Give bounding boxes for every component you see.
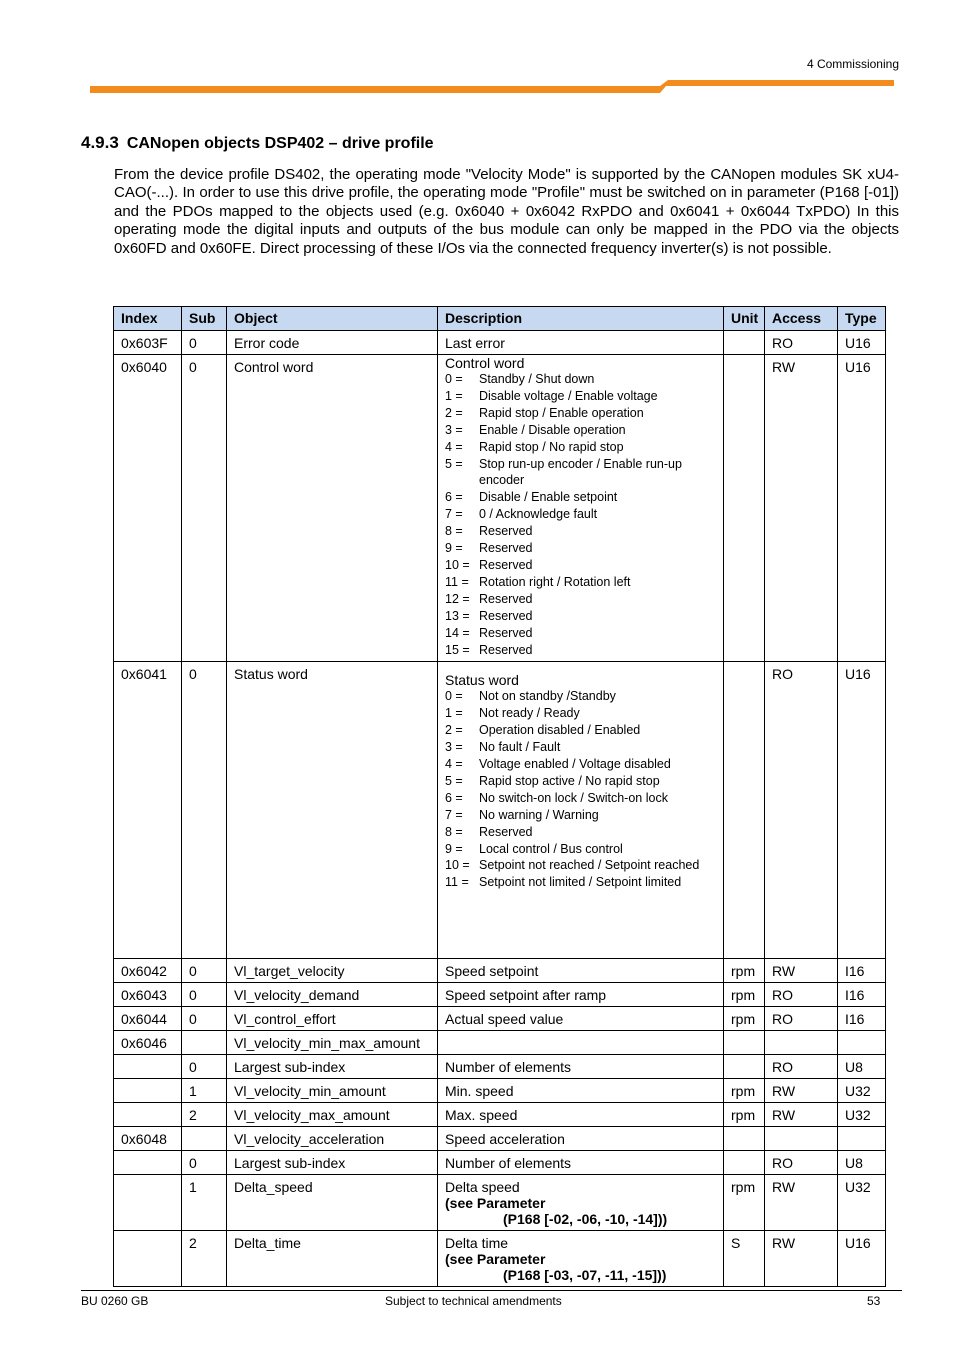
cell-access xyxy=(765,1127,838,1151)
table-row xyxy=(114,1175,886,1231)
bit-meaning: Disable / Enable setpoint xyxy=(479,490,618,505)
cell-index xyxy=(114,1175,182,1231)
bit-item xyxy=(445,722,716,739)
table-row xyxy=(114,1007,886,1031)
section-heading xyxy=(81,133,434,153)
bit-meaning: Rotation right / Rotation left xyxy=(479,574,631,589)
cell-index xyxy=(114,1151,182,1175)
cell-description: Number of elements xyxy=(438,1055,724,1079)
bit-number: 8 = xyxy=(445,524,463,539)
bit-item xyxy=(445,574,716,591)
bit-meaning: Reserved xyxy=(479,524,533,539)
cell-index: 0x6041 xyxy=(114,662,182,959)
cell-unit xyxy=(724,1151,765,1175)
description-title: Status word xyxy=(445,672,519,689)
cell-index xyxy=(114,1079,182,1103)
cell-index: 0x603F xyxy=(114,331,182,355)
col-header-description: Description xyxy=(438,307,724,331)
description-title: Delta speed xyxy=(445,1179,520,1196)
cell-index: 0x6043 xyxy=(114,983,182,1007)
bit-number: 11 = xyxy=(445,875,469,890)
cell-object: Control word xyxy=(227,355,438,662)
cell-type: I16 xyxy=(838,983,886,1007)
cell-description xyxy=(438,1231,724,1287)
cell-type: U32 xyxy=(838,1079,886,1103)
bit-meaning: Reserved xyxy=(479,608,533,623)
footer-note: Subject to technical amendments xyxy=(385,1294,562,1308)
bit-item xyxy=(445,688,716,705)
cell-unit xyxy=(724,1127,765,1151)
table-row xyxy=(114,1055,886,1079)
bit-meaning: Stop run-up encoder / Enable run-up encoder xyxy=(479,456,682,488)
table-row xyxy=(114,1231,886,1287)
cell-index: 0x6044 xyxy=(114,1007,182,1031)
bit-item xyxy=(445,739,716,756)
cell-access: RW xyxy=(765,1103,838,1127)
cell-unit: rpm xyxy=(724,1103,765,1127)
bit-meaning: Setpoint not limited / Setpoint limited xyxy=(479,875,682,890)
bit-meaning: Disable voltage / Enable voltage xyxy=(479,388,658,403)
col-header-type: Type xyxy=(838,307,886,331)
cell-type: U16 xyxy=(838,331,886,355)
section-title: CANopen objects DSP402 – drive profile xyxy=(126,135,434,152)
bit-item xyxy=(445,790,716,807)
bit-number: 4 = xyxy=(445,439,463,454)
description-title: Delta time xyxy=(445,1235,509,1252)
bit-number: 0 = xyxy=(445,689,463,704)
table-row xyxy=(114,331,886,355)
bit-meaning: No warning / Warning xyxy=(479,807,599,822)
bit-number: 2 = xyxy=(445,723,463,738)
bit-item xyxy=(445,439,716,456)
bit-number: 6 = xyxy=(445,790,463,805)
table-row xyxy=(114,983,886,1007)
bit-item xyxy=(445,523,716,540)
bit-item xyxy=(445,625,716,642)
bit-meaning: Reserved xyxy=(479,824,533,839)
parameter-reference-detail: (P168 [-02, -06, -10, -14])) xyxy=(503,1211,668,1228)
cell-sub: 1 xyxy=(182,1175,227,1231)
table-row xyxy=(114,1103,886,1127)
bit-number: 12 = xyxy=(445,591,470,606)
bit-meaning: Rapid stop / Enable operation xyxy=(479,405,644,420)
bit-number: 5 = xyxy=(445,773,463,788)
cell-object: Vl_velocity_min_amount xyxy=(227,1079,438,1103)
table-row xyxy=(114,1151,886,1175)
cell-description: Speed setpoint xyxy=(438,959,724,983)
cell-unit: rpm xyxy=(724,1175,765,1231)
cell-unit: S xyxy=(724,1231,765,1287)
bit-number: 4 = xyxy=(445,757,463,772)
bit-meaning: Enable / Disable operation xyxy=(479,422,626,437)
cell-index: 0x6046 xyxy=(114,1031,182,1055)
bit-meaning: No fault / Fault xyxy=(479,740,561,755)
cell-sub: 0 xyxy=(182,662,227,959)
description-title: Control word xyxy=(445,355,525,371)
cell-access: RW xyxy=(765,355,838,662)
header-accent-bar xyxy=(0,0,954,100)
bit-item xyxy=(445,824,716,841)
cell-type: I16 xyxy=(838,959,886,983)
cell-access: RO xyxy=(765,331,838,355)
cell-unit xyxy=(724,1055,765,1079)
cell-description: Last error xyxy=(438,331,724,355)
cell-unit xyxy=(724,331,765,355)
col-header-object: Object xyxy=(227,307,438,331)
bit-number: 10 = xyxy=(445,858,470,873)
bit-meaning: Operation disabled / Enabled xyxy=(479,723,641,738)
cell-access: RW xyxy=(765,1175,838,1231)
parameter-reference: (see Parameter xyxy=(445,1251,546,1268)
cell-description: Max. speed xyxy=(438,1103,724,1127)
bit-meaning: Not on standby /Standby xyxy=(479,689,616,704)
cell-description xyxy=(438,355,724,662)
cell-sub: 2 xyxy=(182,1103,227,1127)
objects-table xyxy=(113,306,886,1287)
bit-item xyxy=(445,557,716,574)
bit-item xyxy=(445,608,716,625)
cell-object: Vl_velocity_min_max_amount xyxy=(227,1031,438,1055)
bit-number: 1 = xyxy=(445,388,463,403)
bit-number: 9 = xyxy=(445,541,463,556)
cell-object: Delta_speed xyxy=(227,1175,438,1231)
cell-index: 0x6040 xyxy=(114,355,182,662)
cell-access: RO xyxy=(765,1007,838,1031)
cell-sub xyxy=(182,1031,227,1055)
cell-access: RW xyxy=(765,1079,838,1103)
col-header-unit: Unit xyxy=(724,307,765,331)
cell-object: Vl_control_effort xyxy=(227,1007,438,1031)
bit-item xyxy=(445,540,716,557)
bit-item xyxy=(445,489,716,506)
bit-number: 6 = xyxy=(445,490,463,505)
cell-description xyxy=(438,662,724,959)
cell-access: RW xyxy=(765,1231,838,1287)
bit-item xyxy=(445,773,716,790)
section-number: 4.9.3 xyxy=(81,133,119,152)
bit-number: 1 = xyxy=(445,706,463,721)
bit-meaning: Reserved xyxy=(479,642,533,657)
bit-number: 2 = xyxy=(445,405,463,420)
cell-object: Error code xyxy=(227,331,438,355)
footer-doc-id: BU 0260 GB xyxy=(81,1294,149,1308)
cell-unit: rpm xyxy=(724,983,765,1007)
bit-number: 7 = xyxy=(445,807,463,822)
bit-number: 8 = xyxy=(445,824,463,839)
cell-object: Delta_time xyxy=(227,1231,438,1287)
table-row xyxy=(114,662,886,959)
bit-meaning: Not ready / Ready xyxy=(479,706,580,721)
cell-unit: rpm xyxy=(724,959,765,983)
bit-list xyxy=(445,688,716,891)
bit-item xyxy=(445,371,716,388)
bit-number: 10 = xyxy=(445,557,470,572)
bit-item xyxy=(445,841,716,858)
cell-sub: 1 xyxy=(182,1079,227,1103)
cell-unit xyxy=(724,1031,765,1055)
cell-unit: rpm xyxy=(724,1079,765,1103)
bit-item xyxy=(445,405,716,422)
table-row xyxy=(114,959,886,983)
bit-item xyxy=(445,857,716,874)
bit-number: 7 = xyxy=(445,507,463,522)
bit-item xyxy=(445,506,716,523)
cell-access xyxy=(765,1031,838,1055)
bit-item xyxy=(445,642,716,659)
cell-sub: 0 xyxy=(182,355,227,662)
table-row xyxy=(114,1079,886,1103)
bit-item xyxy=(445,874,716,891)
cell-sub: 0 xyxy=(182,1007,227,1031)
bit-item xyxy=(445,456,716,490)
parameter-reference: (see Parameter xyxy=(445,1195,546,1212)
bit-number: 15 = xyxy=(445,642,470,657)
cell-unit xyxy=(724,662,765,959)
bit-meaning: Reserved xyxy=(479,541,533,556)
cell-type: U16 xyxy=(838,1231,886,1287)
bit-meaning: Rapid stop / No rapid stop xyxy=(479,439,624,454)
cell-index xyxy=(114,1231,182,1287)
cell-object: Vl_velocity_acceleration xyxy=(227,1127,438,1151)
bit-number: 3 = xyxy=(445,740,463,755)
cell-type: U8 xyxy=(838,1151,886,1175)
bit-number: 3 = xyxy=(445,422,463,437)
cell-unit xyxy=(724,355,765,662)
table-row xyxy=(114,355,886,662)
bit-item xyxy=(445,422,716,439)
cell-access: RO xyxy=(765,1151,838,1175)
cell-description: Min. speed xyxy=(438,1079,724,1103)
bit-meaning: Setpoint not reached / Setpoint reached xyxy=(479,858,700,873)
table-header-row xyxy=(114,307,886,331)
cell-type: U16 xyxy=(838,662,886,959)
bit-meaning: Standby / Shut down xyxy=(479,372,595,386)
cell-type: U32 xyxy=(838,1175,886,1231)
cell-index xyxy=(114,1055,182,1079)
cell-index: 0x6048 xyxy=(114,1127,182,1151)
bit-list xyxy=(445,371,716,658)
cell-description xyxy=(438,1175,724,1231)
cell-type xyxy=(838,1031,886,1055)
cell-access: RO xyxy=(765,1055,838,1079)
bit-number: 13 = xyxy=(445,608,470,623)
bit-number: 0 = xyxy=(445,372,463,386)
bit-item xyxy=(445,705,716,722)
bit-meaning: No switch-on lock / Switch-on lock xyxy=(479,790,668,805)
cell-object: Largest sub-index xyxy=(227,1055,438,1079)
parameter-reference-detail: (P168 [-03, -07, -11, -15])) xyxy=(503,1267,667,1284)
cell-unit: rpm xyxy=(724,1007,765,1031)
cell-sub: 0 xyxy=(182,983,227,1007)
bit-meaning: Reserved xyxy=(479,557,533,572)
cell-type: U32 xyxy=(838,1103,886,1127)
bit-number: 5 = xyxy=(445,456,463,471)
cell-type: U8 xyxy=(838,1055,886,1079)
cell-index: 0x6042 xyxy=(114,959,182,983)
bit-number: 11 = xyxy=(445,574,469,589)
bit-item xyxy=(445,591,716,608)
cell-sub: 0 xyxy=(182,959,227,983)
cell-sub: 0 xyxy=(182,1055,227,1079)
col-header-access: Access xyxy=(765,307,838,331)
bit-meaning: Rapid stop active / No rapid stop xyxy=(479,773,660,788)
cell-object: Vl_velocity_demand xyxy=(227,983,438,1007)
cell-sub: 0 xyxy=(182,331,227,355)
cell-description: Actual speed value xyxy=(438,1007,724,1031)
intro-paragraph: From the device profile DS402, the operating mode "Velocity Mode" is supported by the CANopen modules SK xU4-CAO(-...). In order to use this drive profile, the operating mode "Profile" must be switched on in parameter (P168 [-01]) and the PDOs mapped to the objects used (e.g. 0x6040 + 0x6042 RxPDO and 0x6041 + 0x6044 TxPDO) In this operating mode the digital inputs and outputs of the bus module can only be mapped in the PDO via the objects 0x60FD and 0x60FE. Direct processing of these I/Os via the connected frequency inverter(s) is not possible. xyxy=(114,166,899,257)
cell-object: Status word xyxy=(227,662,438,959)
cell-sub: 0 xyxy=(182,1151,227,1175)
cell-index xyxy=(114,1103,182,1127)
footer-page-number: 53 xyxy=(867,1294,881,1308)
cell-access: RO xyxy=(765,983,838,1007)
bit-number: 9 = xyxy=(445,841,463,856)
bit-meaning: Voltage enabled / Voltage disabled xyxy=(479,757,671,772)
cell-type: I16 xyxy=(838,1007,886,1031)
cell-object: Vl_velocity_max_amount xyxy=(227,1103,438,1127)
cell-description xyxy=(438,1031,724,1055)
cell-description: Speed acceleration xyxy=(438,1127,724,1151)
cell-sub: 2 xyxy=(182,1231,227,1287)
bit-meaning: 0 / Acknowledge fault xyxy=(479,507,598,522)
bit-meaning: Reserved xyxy=(479,591,533,606)
table-row xyxy=(114,1127,886,1151)
cell-type: U16 xyxy=(838,355,886,662)
cell-object: Largest sub-index xyxy=(227,1151,438,1175)
bit-item xyxy=(445,388,716,405)
bit-meaning: Local control / Bus control xyxy=(479,841,623,856)
col-header-sub: Sub xyxy=(182,307,227,331)
chapter-label: 4 Commissioning xyxy=(806,57,899,71)
cell-object: Vl_target_velocity xyxy=(227,959,438,983)
cell-description: Number of elements xyxy=(438,1151,724,1175)
cell-access: RO xyxy=(765,662,838,959)
bit-item xyxy=(445,807,716,824)
table-row xyxy=(114,1031,886,1055)
cell-access: RW xyxy=(765,959,838,983)
bit-number: 14 = xyxy=(445,625,470,640)
cell-type xyxy=(838,1127,886,1151)
bit-item xyxy=(445,756,716,773)
cell-description: Speed setpoint after ramp xyxy=(438,983,724,1007)
col-header-index: Index xyxy=(114,307,182,331)
bit-meaning: Reserved xyxy=(479,625,533,640)
footer-rule xyxy=(81,1290,902,1291)
cell-sub xyxy=(182,1127,227,1151)
